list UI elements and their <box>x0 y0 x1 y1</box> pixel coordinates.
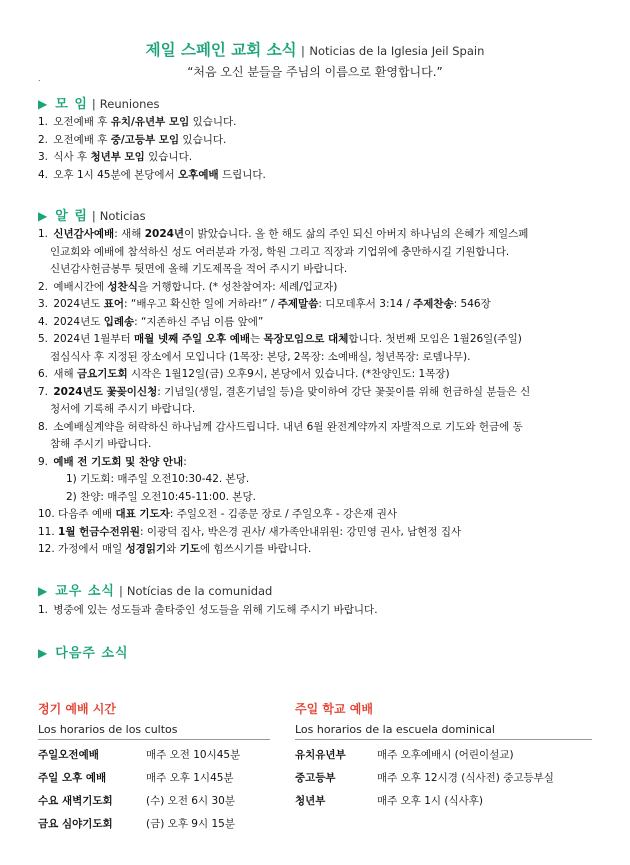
item-text: : 546장 <box>453 298 491 310</box>
item-text: 2024년도 <box>53 298 104 310</box>
list-item <box>38 296 598 314</box>
schedule-time: 매주 오후예배시 (어린이설교) <box>377 749 514 761</box>
decorative-dot: . <box>38 74 41 83</box>
page-title <box>0 38 630 60</box>
item-number: 3. <box>38 298 49 310</box>
title-korean: 제일 스페인 교회 소식 <box>145 41 297 59</box>
table-row <box>38 743 240 766</box>
item-text: 오전예배 후 <box>53 133 111 146</box>
item-text: 와 <box>166 543 180 555</box>
list-item <box>38 167 598 185</box>
item-text: 병중에 있는 성도들과 출타중인 성도들을 위해 기도해 주시기 바랍니다. <box>53 604 378 616</box>
item-bold: 1월 헌금수전위원 <box>58 525 141 538</box>
table-row <box>295 766 554 789</box>
list-item <box>38 419 598 454</box>
noticias-list <box>38 226 598 559</box>
list-item <box>38 541 598 559</box>
list-item <box>38 132 598 150</box>
section-header-noticias <box>38 205 146 224</box>
item-text: 오전예배 후 <box>53 116 111 128</box>
list-item <box>38 454 598 507</box>
list-item <box>38 506 598 524</box>
item-text: : “지존하신 주님 이름 앞에” <box>134 315 264 328</box>
item-bold: 표어 <box>103 298 124 310</box>
item-bold: 예배 전 기도회 및 찬양 안내 <box>53 455 184 468</box>
item-number: 11. <box>38 525 55 538</box>
worship-schedule <box>38 700 270 835</box>
list-item <box>38 279 598 297</box>
sub-item: 1) 기도회: 매주일 오전10:30-42. 본당. <box>66 473 250 485</box>
schedule-label: 중고등부 <box>295 772 336 784</box>
item-text: 식사 후 <box>53 151 91 163</box>
item-bold: 대표 기도자 <box>115 508 170 520</box>
schedule-label: 금요 심야기도회 <box>38 818 113 830</box>
schedule-title: 주일 학교 예배 <box>295 702 373 716</box>
table-row <box>38 789 240 812</box>
sunday-school-schedule <box>295 700 592 812</box>
list-item <box>38 226 598 279</box>
item-text: : 새해 <box>114 228 145 240</box>
item-number: 3. <box>38 151 49 163</box>
item-number: 2. <box>38 133 49 146</box>
sub-item: 2) 찬양: 매주일 오전10:45-11:00. 본당. <box>66 490 256 503</box>
item-bold: 금요기도회 <box>76 368 128 380</box>
item-bold: 기도 <box>179 543 200 555</box>
section-title-korean: 교우 소식 <box>55 584 115 599</box>
item-text: 이 밝았습니다. 올 한 해도 삶의 주인 되신 아버지 하나님의 은혜가 제일스페 <box>184 228 529 240</box>
item-number: 7. <box>38 385 49 398</box>
item-number: 8. <box>38 420 49 433</box>
triangle-bullet-icon: ▶ <box>38 584 48 598</box>
section-title-spanish: Noticias <box>99 209 146 223</box>
item-bold: 중/고등부 모임 <box>110 133 180 146</box>
triangle-bullet-icon: ▶ <box>38 209 48 223</box>
schedule-time: 매주 오후 1시 (식사후) <box>377 795 484 807</box>
item-number: 1. <box>38 116 49 128</box>
item-bold: 2024년 <box>144 228 185 240</box>
item-text: 있습니다. <box>179 133 227 146</box>
item-text: 시작은 1월12일(금) 오후9시, 본당에서 있습니다. (*찬양인도: 1목장) <box>127 368 450 380</box>
schedule-subtitle: Los horarios de la escuela dominical <box>295 723 592 740</box>
triangle-bullet-icon: ▶ <box>38 97 48 111</box>
item-continuation: 청서에 기록해 주시기 바랍니다. <box>50 403 196 415</box>
item-text: 에 힘쓰시기를 바랍니다. <box>199 543 312 555</box>
item-number: 5. <box>38 333 49 345</box>
section-header-comunidad <box>38 580 272 599</box>
schedule-subtitle: Los horarios de los cultos <box>38 723 270 740</box>
list-item <box>38 602 598 620</box>
reuniones-list <box>38 114 598 184</box>
section-title-korean: 모 임 <box>55 97 88 112</box>
item-text: : <box>183 455 187 468</box>
section-title-korean: 다음주 소식 <box>55 646 129 661</box>
list-item <box>38 366 598 384</box>
item-number: 1. <box>38 604 49 616</box>
schedule-time: 매주 오후 12시경 (식사전) 중고등부실 <box>377 772 554 784</box>
schedule-time: 매주 오후 1시45분 <box>146 772 234 784</box>
schedule-time: (수) 오전 6시 30분 <box>146 795 235 807</box>
triangle-bullet-icon: ▶ <box>38 646 48 660</box>
title-spanish: Noticias de la Iglesia Jeil Spain <box>309 44 485 58</box>
item-number: 2. <box>38 280 49 293</box>
section-separator: | <box>91 97 96 111</box>
schedule-table <box>295 743 554 812</box>
item-text: 소예배실계약을 허락하신 하나님께 감사드립니다. 내년 6월 완전계약까지 자발적으로 기도와 헌금에 동 <box>53 420 523 433</box>
schedule-title: 정기 예배 시간 <box>38 702 116 716</box>
section-title-spanish: Reuniones <box>99 97 160 111</box>
item-bold: 매월 넷째 주일 오후 예배 <box>134 333 251 345</box>
section-separator: | <box>119 584 123 598</box>
item-text: : 이광덕 집사, 박은경 권사/ 새가족안내위원: 강민영 권사, 남현정 집사 <box>140 525 462 538</box>
item-text: 드립니다. <box>218 168 266 181</box>
schedule-time: (금) 오후 9시 15분 <box>146 818 235 830</box>
item-bold: 주제찬송 <box>413 298 454 310</box>
schedule-label: 유치유년부 <box>295 749 346 761</box>
item-bold: 오후예배 <box>178 168 219 181</box>
item-text: : 디모데후서 3:14 / <box>318 298 414 310</box>
list-item <box>38 114 598 132</box>
item-bold: 성찬식 <box>107 280 138 293</box>
item-bold: 주제말씀 <box>277 298 319 310</box>
list-item <box>38 384 598 419</box>
item-text: 예배시간에 <box>53 280 108 293</box>
schedule-label: 청년부 <box>295 795 326 807</box>
item-number: 4. <box>38 168 49 181</box>
item-bold: 성경읽기 <box>125 543 167 555</box>
item-text: 을 거행합니다. (* 성찬참여자: 세례/입교자) <box>137 280 338 293</box>
item-text: 다음주 예배 <box>58 508 116 520</box>
schedule-table <box>38 743 240 835</box>
item-continuation: 참해 주시기 바랍니다. <box>50 438 152 450</box>
list-item <box>38 524 598 542</box>
welcome-subtitle: “처음 오신 분들을 주님의 이름으로 환영합니다.” <box>187 65 443 79</box>
item-text: 2024년도 <box>53 315 104 328</box>
item-text: 새해 <box>53 368 77 380</box>
title-separator: | <box>301 44 305 58</box>
schedule-time: 매주 오전 10시45분 <box>146 749 241 761</box>
item-bold: 신년감사예배 <box>53 228 115 240</box>
schedule-label: 수요 새벽기도회 <box>38 795 113 807</box>
section-header-reuniones <box>38 93 159 112</box>
list-item <box>38 149 598 167</box>
list-item <box>38 331 598 366</box>
section-separator: | <box>91 209 96 223</box>
item-continuation: 점심식사 후 지정된 장소에서 모입니다 (1목장: 본당, 2목장: 소예배실, 청년목장: 로뎀나무). <box>50 350 471 363</box>
item-number: 9. <box>38 455 49 468</box>
item-text: : 주일오전 - 김종문 장로 / 주일오후 - 강은재 권사 <box>169 508 398 520</box>
item-text: 오후 1시 45분에 본당에서 <box>53 168 179 181</box>
item-number: 10. <box>38 508 55 520</box>
item-text: 는 <box>250 333 264 345</box>
item-bold: 입례송 <box>103 315 135 328</box>
comunidad-list <box>38 602 598 620</box>
section-title-korean: 알 림 <box>55 209 88 224</box>
item-bold: 목장모임으로 대체 <box>263 333 349 345</box>
item-text: : “배우고 확신한 일에 거하라!” / <box>124 298 278 310</box>
item-text: 있습니다. <box>189 116 237 128</box>
section-title-spanish: Notícias de la comunidad <box>126 584 273 598</box>
item-text: : 기념일(생일, 결혼기념일 등)을 맞이하여 강단 꽃꽂이를 위해 헌금하실 분들은 신 <box>157 385 531 398</box>
item-text: 2024년 1월부터 <box>53 333 134 345</box>
schedule-label: 주일오전예배 <box>38 749 99 761</box>
section-header-next-week <box>38 642 129 661</box>
item-number: 6. <box>38 368 49 380</box>
item-text: 있습니다. <box>144 151 193 163</box>
item-continuation: 인교회와 예배에 참석하신 성도 여러분과 가정, 학원 그리고 직장과 기업위에 충만하시길 기원합니다. <box>50 245 510 258</box>
item-bold: 2024년도 꽃꽂이신청 <box>53 385 158 398</box>
table-row <box>295 789 554 812</box>
item-text: 가정에서 매일 <box>58 543 126 555</box>
table-row <box>38 766 240 789</box>
table-row <box>38 812 240 835</box>
schedule-label: 주일 오후 예배 <box>38 772 107 784</box>
item-number: 12. <box>38 543 55 555</box>
item-bold: 유치/유년부 모임 <box>110 116 190 128</box>
item-text: 합니다. 첫번째 모임은 1월26일(주일) <box>348 333 522 345</box>
item-number: 4. <box>38 315 49 328</box>
list-item <box>38 314 598 332</box>
item-number: 1. <box>38 228 49 240</box>
item-continuation: 신년감사헌금봉투 뒷면에 올해 기도제목을 적어 주시기 바랍니다. <box>50 263 348 275</box>
table-row <box>295 743 554 766</box>
item-bold: 청년부 모임 <box>90 151 145 163</box>
